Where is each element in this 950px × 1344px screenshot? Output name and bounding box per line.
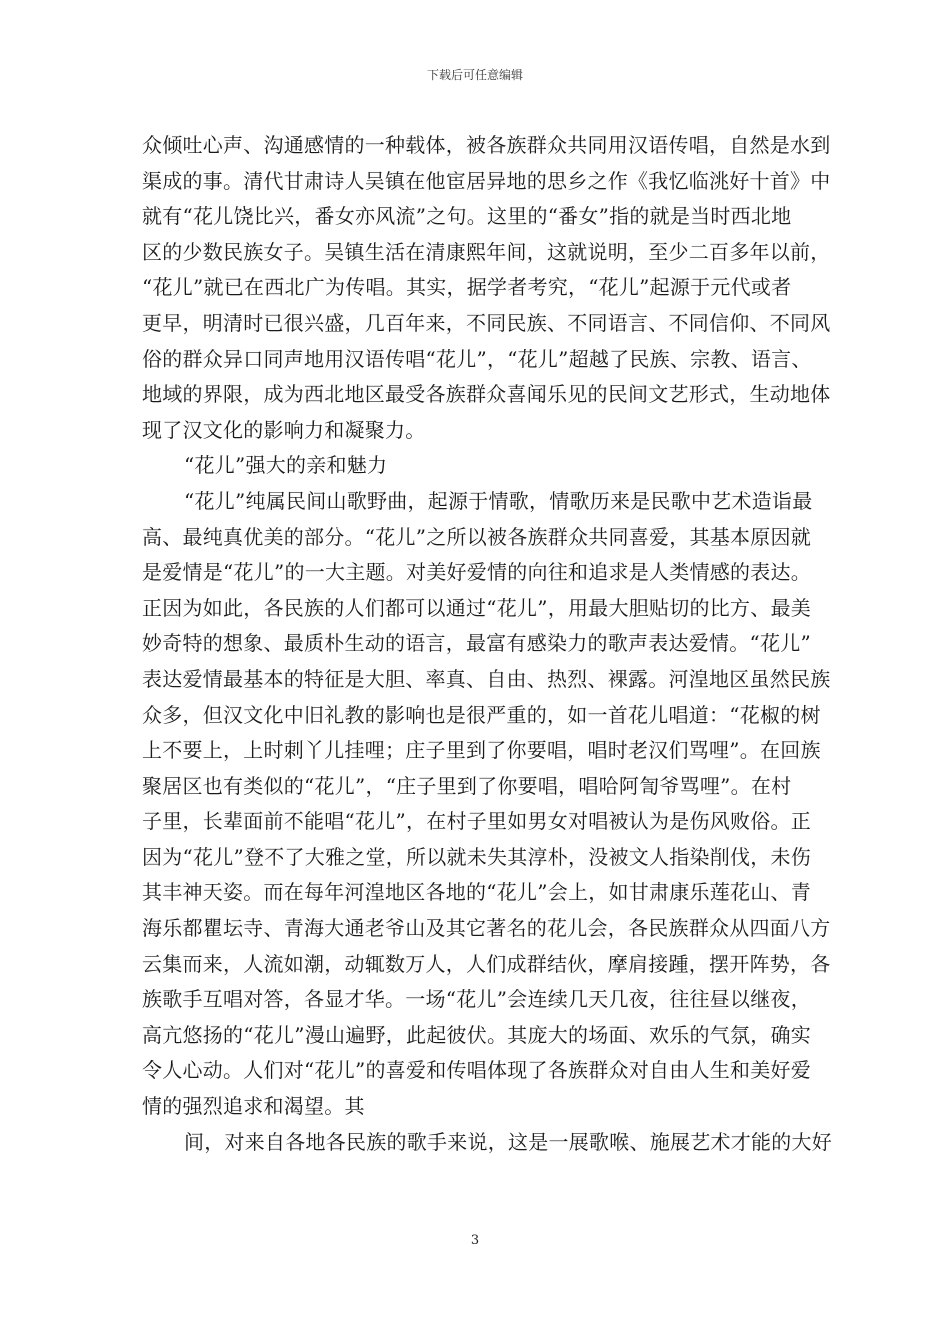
text-line: 是爱情是“花儿”的一大主题。对美好爱情的向往和追求是人类情感的表达。 [142, 560, 811, 585]
text-line: 表达爱情最基本的特征是大胆、率真、自由、热烈、裸露。河湟地区虽然民族 [142, 666, 831, 691]
text-line: 令人心动。人们对“花儿”的喜爱和传唱体现了各族群众对自由人生和美好爱 [142, 1058, 811, 1083]
text-line: 就有“花儿饶比兴，番女亦风流”之句。这里的“番女”指的就是当时西北地 [142, 204, 792, 229]
text-line: “花儿”纯属民间山歌野曲，起源于情歌，情歌历来是民歌中艺术造诣最 [184, 488, 813, 513]
text-line: 云集而来，人流如潮，动辄数万人，人们成群结伙，摩肩接踵，摆开阵势，各 [142, 951, 831, 976]
text-line: 众倾吐心声、沟通感情的一种载体，被各族群众共同用汉语传唱，自然是水到 [142, 133, 831, 157]
text-line: “花儿”就已在西北广为传唱。其实，据学者考究，“花儿”起源于元代或者 [142, 275, 792, 300]
text-line: 族歌手互唱对答，各显才华。一场“花儿”会连续几天几夜，往往昼以继夜， [142, 987, 811, 1012]
text-line: 俗的群众异口同声地用汉语传唱“花儿”，“花儿”超越了民族、宗教、语言、 [142, 346, 812, 371]
text-line: 妙奇特的想象、最质朴生动的语言，最富有感染力的歌声表达爱情。“花儿” [142, 631, 811, 656]
section-heading: “花儿”强大的亲和魅力 [184, 453, 388, 478]
text-line: 现了汉文化的影响力和凝聚力。 [142, 417, 426, 442]
text-line: 海乐都瞿坛寺、青海大通老爷山及其它著名的花儿会，各民族群众从四面八方 [142, 916, 831, 941]
text-line: 区的少数民族女子。吴镇生活在清康熙年间，这就说明，至少二百多年以前， [142, 239, 831, 264]
text-line: 众多，但汉文化中旧礼教的影响也是很严重的，如一首花儿唱道：“花椒的树 [142, 702, 821, 727]
page-header: 下载后可任意编辑 [426, 68, 523, 82]
text-line: 聚居区也有类似的“花儿”，“庄子里到了你要唱，唱哈阿訇爷骂哩”。在村 [142, 773, 792, 798]
text-line: 地域的界限，成为西北地区最受各族群众喜闻乐见的民间文艺形式，生动地体 [142, 382, 831, 407]
text-line: 高亢悠扬的“花儿”漫山遍野，此起彼伏。其庞大的场面、欢乐的气氛，确实 [142, 1022, 811, 1047]
text-line: 子里，长辈面前不能唱“花儿”，在村子里如男女对唱被认为是伤风败俗。正 [142, 809, 811, 834]
text-line: 因为“花儿”登不了大雅之堂，所以就未失其淳朴，没被文人指染削伐，未伤 [142, 844, 811, 869]
text-line: 间，对来自各地各民族的歌手来说，这是一展歌喉、施展艺术才能的大好 [184, 1129, 832, 1154]
text-line: 其丰神天姿。而在每年河湟地区各地的“花儿”会上，如甘肃康乐莲花山、青 [142, 880, 811, 905]
text-line: 上不要上，上时刺丫儿挂哩；庄子里到了你要唱，唱时老汉们骂哩”。在回族 [142, 738, 821, 763]
text-line: 高、最纯真优美的部分。“花儿”之所以被各族群众共同喜爱，其基本原因就 [142, 524, 811, 549]
text-line: 渠成的事。清代甘肃诗人吴镇在他宦居异地的思乡之作《我忆临洮好十首》中 [142, 168, 831, 193]
text-line: 正因为如此，各民族的人们都可以通过“花儿”，用最大胆贴切的比方、最美 [142, 595, 811, 620]
document-body [142, 128, 832, 1160]
text-line: 更早，明清时已很兴盛，几百年来，不同民族、不同语言、不同信仰、不同风 [142, 310, 831, 335]
page-number: 3 [470, 1233, 480, 1248]
text-line: 情的强烈追求和渴望。其 [142, 1094, 365, 1119]
